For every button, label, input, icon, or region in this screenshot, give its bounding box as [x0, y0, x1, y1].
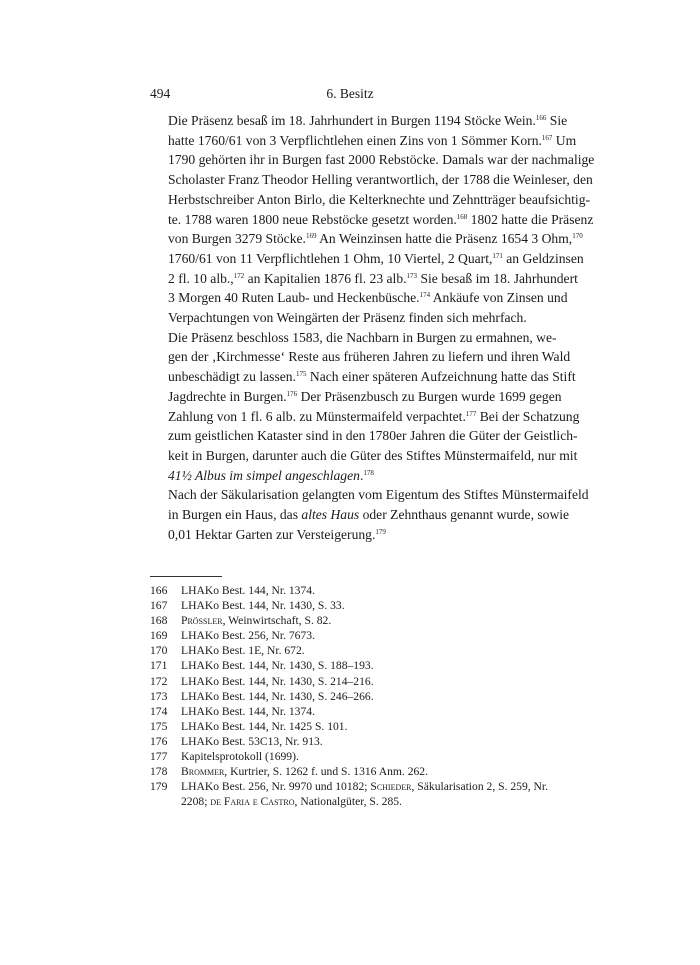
author-name: Prössler: [181, 614, 223, 628]
text-run: An Weinzinsen hatte die Präsenz 1654 3 Ohm,: [316, 231, 573, 247]
paragraph: [150, 328, 580, 486]
footnote-ref: 166: [535, 114, 547, 122]
footnote: [150, 583, 550, 598]
text-run: Um: [552, 132, 577, 148]
footnote-number: 177: [150, 750, 168, 764]
text-run: Scholaster Franz Theodor Helling verantwortlich, der 1788 die Weinleser, den: [168, 172, 593, 188]
footnote-number: 173: [150, 689, 168, 703]
footnote-number: 169: [150, 629, 168, 643]
text-run: Herbstschreiber Anton Birlo, die Kelterknechte und Zehntträger beaufsichtig-: [168, 191, 591, 207]
text-line: [150, 466, 550, 486]
text-run: LHAKo Best. 144, Nr. 1374.: [181, 584, 315, 597]
text-line: [150, 170, 593, 190]
footnote-ref: 176: [286, 389, 298, 398]
text-run: LHAKo Best. 144, Nr. 1425 S. 101.: [181, 719, 348, 733]
author-name: Brommer: [181, 765, 225, 779]
footnote-number: 168: [150, 614, 168, 628]
text-run: zum geistlichen Kataster sind in den 1780er Jahren die Güter der Geistlich-: [168, 428, 578, 444]
text-run: von Burgen 3279 Stöcke.: [168, 231, 306, 247]
text-run: 0,01 Hektar Garten zur Versteigerung.: [168, 526, 376, 542]
text-run: 2 fl. 10 alb.,: [168, 270, 234, 286]
text-run: LHAKo Best. 144, Nr. 1430, S. 33.: [181, 599, 345, 613]
text-run: Sie besaß im 18. Jahrhundert: [417, 270, 578, 286]
text-line: [150, 387, 562, 407]
footnote-number: 171: [150, 659, 168, 673]
text-run: Die Präsenz besaß im 18. Jahrhundert in Burgen 1194 Stöcke Wein.: [168, 113, 536, 128]
paragraph: [150, 111, 595, 328]
text-run: LHAKo Best. 144, Nr. 1430, S. 214–216.: [181, 674, 374, 688]
footnote: [150, 764, 550, 779]
footnote: [150, 779, 550, 809]
text-line: [150, 485, 589, 505]
emphasis-text: 41½ Albus im simpel angeschlagen: [168, 467, 360, 483]
page-number: 494: [150, 86, 171, 101]
author-name: de Faria e Castro: [210, 795, 295, 809]
footnote-ref: 172: [233, 271, 245, 280]
text-run: 3 Morgen 40 Ruten Laub- und Heckenbüsche.: [168, 290, 420, 306]
text-run: Verpachtungen von Weingärten der Präsenz finden sich mehrfach.: [168, 310, 527, 326]
author-name: Schieder: [370, 780, 412, 794]
text-line: [150, 367, 576, 387]
paragraph: [150, 485, 589, 544]
text-run: Nach einer späteren Aufzeichnung hatte das Stift: [306, 369, 576, 385]
footnote: [150, 598, 550, 613]
footnote-number: 174: [150, 704, 168, 718]
footnote: [150, 613, 550, 628]
footnote: [150, 674, 550, 689]
text-run: Jagdrechte in Burgen.: [168, 388, 287, 404]
text-run: gen der ‚Kirchmesse‘ Reste aus früheren Jahren zu liefern und ihren Wald: [168, 349, 571, 365]
text-run: , Kurtrier, S. 1262 f. und S. 1316 Anm. 262.: [224, 765, 429, 779]
text-line: [150, 210, 594, 230]
text-run: LHAKo Best. 144, Nr. 1374.: [181, 704, 315, 718]
footnote: [150, 689, 550, 704]
text-line: [150, 131, 577, 151]
text-line: [150, 111, 568, 131]
text-run: , Weinwirtschaft, S. 82.: [222, 614, 332, 628]
footnote-ref: 170: [572, 232, 583, 241]
text-run: LHAKo Best. 53C13, Nr. 913.: [181, 734, 323, 748]
text-run: unbeschädigt zu lassen.: [168, 369, 296, 385]
text-run: , Nationalgüter, S. 285.: [294, 795, 402, 809]
text-run: hatte 1760/61 von 3 Verpflichtlehen einen Zins von 1 Sömmer Korn.: [168, 132, 542, 148]
footnote-ref: 174: [419, 291, 431, 300]
page-header: [150, 86, 550, 104]
text-line: [150, 190, 591, 210]
text-line: [150, 505, 570, 525]
footnote-number: 179: [150, 780, 168, 794]
footnote-number: 178: [150, 765, 168, 779]
body-text: [150, 111, 595, 544]
text-line: [150, 249, 584, 269]
footnote-ref: 175: [295, 370, 307, 379]
footnote-ref: 178: [363, 468, 374, 477]
text-run: Zahlung von 1 fl. 6 alb. zu Münstermaifeld verpachtet.: [168, 408, 466, 424]
text-run: 1802 hatte die Präsenz: [467, 211, 594, 227]
text-line: [150, 288, 568, 308]
text-line: [150, 426, 578, 446]
footnote-number: 170: [150, 644, 168, 658]
footnote: [150, 734, 550, 749]
footnote-separator: [150, 576, 222, 577]
text-run: LHAKo Best. 256, Nr. 9970 und 10182;: [181, 780, 371, 794]
text-line: [150, 229, 583, 249]
footnote-number: 166: [150, 584, 168, 597]
text-run: an Kapitalien 1876 fl. 23 alb.: [244, 270, 407, 286]
footnote-ref: 177: [465, 409, 477, 418]
footnote-ref: 168: [456, 212, 468, 221]
footnote-ref: 167: [541, 133, 553, 142]
footnote: [150, 719, 550, 734]
text-line: [150, 347, 571, 367]
footnote-number: 172: [150, 674, 168, 688]
footnote: [150, 704, 550, 719]
text-line: [150, 308, 550, 328]
text-run: Ankäufe von Zinsen und: [430, 290, 568, 306]
footnotes: [150, 583, 550, 809]
text-line: [150, 269, 578, 289]
text-run: 1760/61 von 11 Verpflichtlehen 1 Ohm, 10 Viertel, 2 Quart,: [168, 250, 493, 266]
text-run: in Burgen ein Haus, das: [168, 507, 302, 523]
text-run: an Geldzinsen: [502, 250, 584, 266]
text-line: [150, 150, 595, 170]
footnote-ref: 169: [305, 232, 317, 241]
text-run: LHAKo Best. 256, Nr. 7673.: [181, 629, 315, 643]
text-run: .: [359, 467, 364, 483]
footnote: [150, 658, 550, 673]
footnote-ref: 173: [406, 271, 418, 280]
text-run: Sie: [546, 113, 568, 128]
text-run: Bei der Schatzung: [476, 408, 580, 424]
text-line: [150, 446, 578, 466]
running-head: 6. Besitz: [326, 86, 374, 101]
footnote: [150, 628, 550, 643]
footnote-number: 167: [150, 599, 168, 613]
footnote: [150, 749, 550, 764]
text-run: keit in Burgen, darunter auch die Güter des Stiftes Münstermaifeld, nur mit: [168, 447, 578, 463]
text-run: te. 1788 waren 1800 neue Rebstöcke gesetzt worden.: [168, 211, 457, 227]
text-run: Kapitelsprotokoll (1699).: [181, 750, 299, 764]
text-run: LHAKo Best. 144, Nr. 1430, S. 246–266.: [181, 689, 374, 703]
footnote-ref: 179: [375, 527, 386, 536]
text-run: , Säkularisation 2, S. 259, Nr. 2208;: [181, 780, 549, 809]
footnote-ref: 171: [492, 251, 503, 260]
text-run: 1790 gehörten ihr in Burgen fast 2000 Rebstöcke. Damals war der nachmalige: [168, 152, 595, 168]
text-run: LHAKo Best. 1E, Nr. 672.: [181, 644, 305, 658]
text-line: [150, 407, 580, 427]
text-line: [150, 525, 550, 545]
text-line: [150, 328, 557, 348]
text-run: oder Zehnthaus genannt wurde, sowie: [359, 507, 570, 523]
footnote-number: 176: [150, 734, 168, 748]
text-run: LHAKo Best. 144, Nr. 1430, S. 188–193.: [181, 659, 374, 673]
footnote-number: 175: [150, 719, 168, 733]
emphasis-text: altes Haus: [301, 507, 360, 523]
footnote: [150, 643, 550, 658]
text-run: Die Präsenz beschloss 1583, die Nachbarn in Burgen zu ermahnen, we-: [168, 329, 557, 345]
text-run: Nach der Säkularisation gelangten vom Eigentum des Stiftes Münstermaifeld: [168, 487, 589, 503]
text-run: Der Präsenzbusch zu Burgen wurde 1699 gegen: [297, 388, 562, 404]
